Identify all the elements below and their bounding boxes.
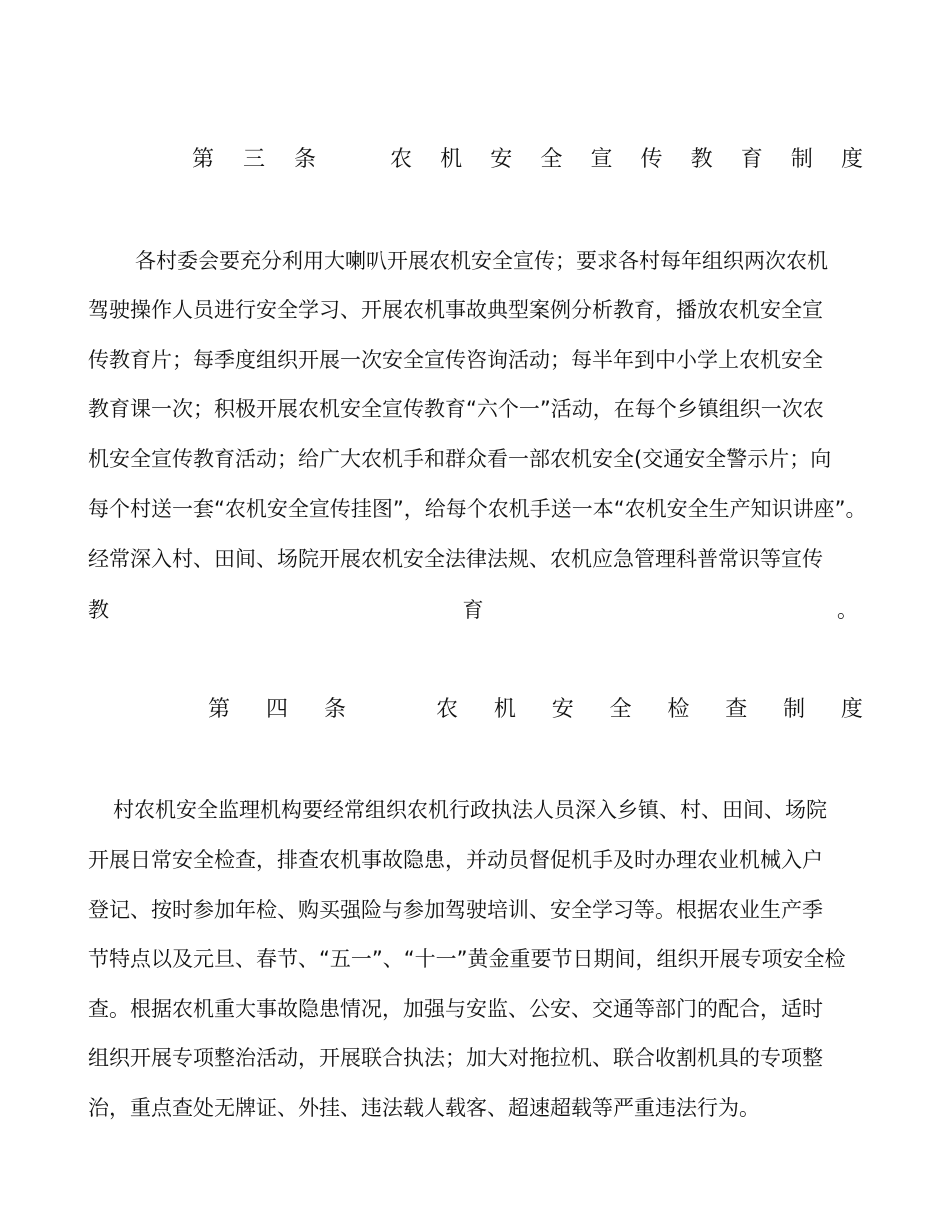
paragraph-line: 传教育片；每季度组织开展一次安全宣传咨询活动；每半年到中小学上农机安全 [88, 348, 823, 372]
paragraph-line: 各村委会要充分利用大喇叭开展农机安全宣传；要求各村每年组织两次农机 [135, 249, 828, 273]
heading-char: 农 [436, 697, 459, 722]
heading-char: 查 [725, 697, 748, 722]
heading-char: 宣 [590, 147, 613, 172]
heading-char: 度 [840, 147, 863, 172]
paragraph-line: 教育课一次；积极开展农机安全宣传教育“六个一”活动，在每个乡镇组织一次农 [88, 397, 824, 421]
paragraph-line: 开展日常安全检查，排查农机事故隐患，并动员督促机手及时办理农业机械入户 [88, 848, 823, 872]
heading-char: 全 [609, 697, 632, 722]
paragraph-line: 登记、按时参加年检、购买强险与参加驾驶培训、安全学习等。根据农业生产季 [88, 898, 823, 922]
paragraph-char: 。 [837, 598, 858, 622]
paragraph-line: 村农机安全监理机构要经常组织农机行政执法人员深入乡镇、村、田间、场院 [113, 798, 827, 822]
heading-char: 制 [783, 697, 806, 722]
paragraph-char: 教 [88, 598, 109, 622]
heading-char: 机 [493, 697, 516, 722]
section-3-title [390, 140, 863, 180]
heading-char: 安 [551, 697, 574, 722]
section-4-article-number [208, 690, 346, 730]
heading-char: 检 [667, 697, 690, 722]
heading-char: 农 [390, 147, 413, 172]
heading-char: 机 [440, 147, 463, 172]
heading-char: 三 [242, 147, 265, 172]
heading-char: 度 [840, 697, 863, 722]
section-4-title [436, 690, 863, 730]
section-3-heading [0, 140, 950, 180]
heading-char: 安 [490, 147, 513, 172]
heading-char: 教 [690, 147, 713, 172]
paragraph-line: 治，重点查处无牌证、外挂、违法载人载客、超速超载等严重违法行为。 [88, 1096, 760, 1120]
heading-char: 第 [208, 697, 231, 722]
heading-char: 四 [265, 697, 288, 722]
paragraph-last-line [88, 590, 858, 630]
heading-char: 条 [323, 697, 346, 722]
paragraph-char: 育 [462, 598, 484, 622]
paragraph-line: 查。根据农机重大事故隐患情况，加强与安监、公安、交通等部门的配合，适时 [88, 997, 823, 1021]
section-4-heading [0, 690, 950, 730]
paragraph-line: 每个村送一套“农机安全宣传挂图”，给每个农机手送一本“农机安全生产知识讲座”。 [88, 497, 867, 521]
heading-char: 育 [740, 147, 763, 172]
heading-char: 全 [540, 147, 563, 172]
heading-char: 条 [293, 147, 316, 172]
paragraph-line: 节特点以及元旦、春节、“五一”、“十一”黄金重要节日期间，组织开展专项安全检 [88, 947, 846, 971]
heading-char: 制 [790, 147, 813, 172]
paragraph-line: 驾驶操作人员进行安全学习、开展农机事故典型案例分析教育，播放农机安全宣 [88, 298, 823, 322]
paragraph-line: 经常深入村、田间、场院开展农机安全法律法规、农机应急管理科普常识等宣传 [88, 547, 823, 571]
paragraph-line: 机安全宣传教育活动；给广大农机手和群众看一部农机安全(交通安全警示片；向 [88, 447, 832, 471]
heading-char: 第 [192, 147, 215, 172]
section-3-article-number [192, 140, 316, 180]
paragraph-line: 组织开展专项整治活动，开展联合执法；加大对拖拉机、联合收割机具的专项整 [88, 1046, 823, 1070]
heading-char: 传 [640, 147, 663, 172]
